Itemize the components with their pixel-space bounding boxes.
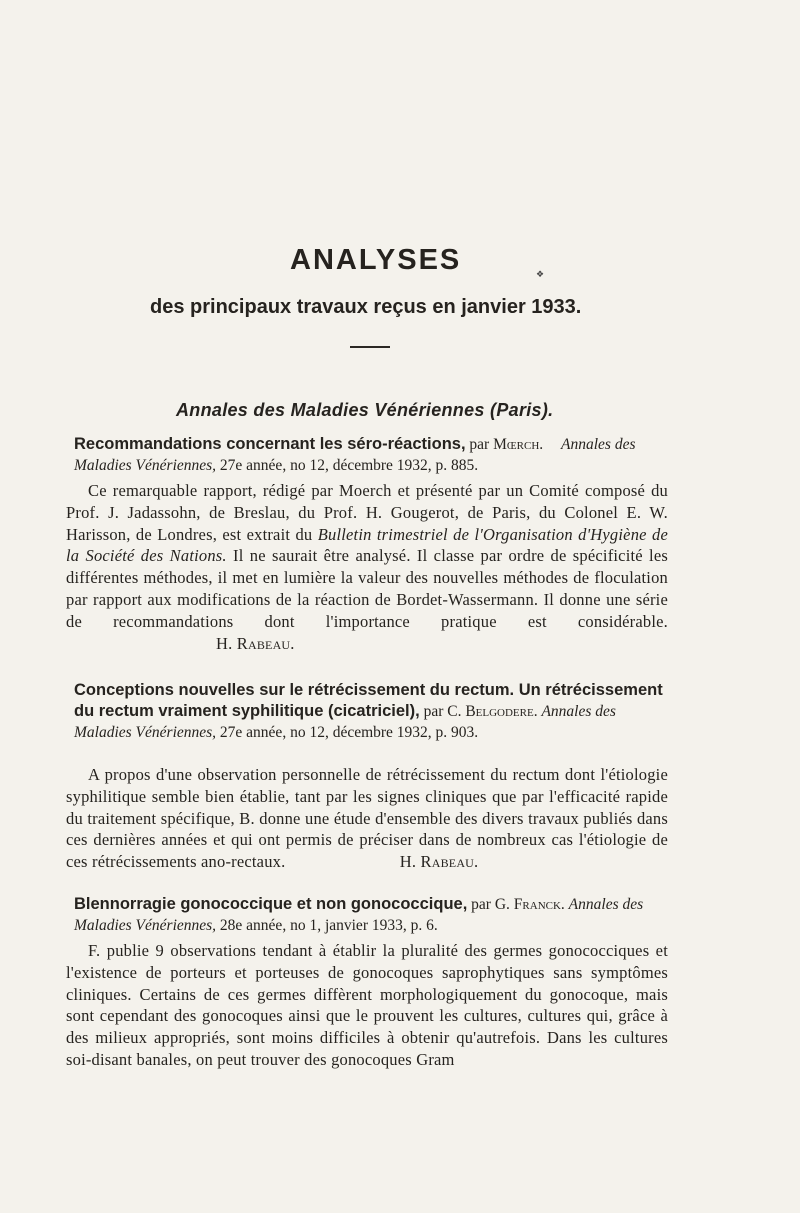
title-divider — [350, 346, 390, 348]
page-title: ANALYSES — [290, 244, 462, 276]
entry-citation — [74, 434, 668, 476]
entry-author: C. Belgodere. — [447, 703, 538, 720]
entry-source-journal: Annales des Maladies Vénériennes, — [74, 896, 644, 934]
entry-signature: H. Rabeau. — [216, 633, 295, 653]
ink-mark: ❖ — [536, 270, 545, 280]
entry-body-text: F. publie 9 observations tendant à établir la pluralité des germes gonococciques et l'existence de porteurs et porteuses de gonocoques saprophytiques sans symptômes cliniques. Certains de ces germes diffèrent morphologiquement du gonocoque, mais sont cependant des gonocoques ainsi que le prouvent les cultures, cultures qui, grâce à des milieux appropriés, sont moins difficiles à obtenir qu'autrefois. Dans les cultures soi-disant banales, on peut trouver des gonocoques Gram — [66, 941, 668, 1069]
entry-body — [66, 940, 668, 1071]
entry-title: Recommandations concernant les séro-réactions, — [74, 435, 466, 453]
journal-heading: Annales des Maladies Vénériennes (Paris). — [176, 400, 554, 420]
entry-body-text: A propos d'une observation personnelle de rétrécissement du rectum dont l'étiologie syphilitique semble bien établie, tant par les signes cliniques que par l'efficacité rapide du traitement spécifique, B. donne une étude d'ensemble des divers travaux publiés dans ces dernières années et qui ont permis de préciser dans de nombreux cas l'étiologie de ces rétrécissements ano-rectaux. — [66, 765, 668, 872]
page-subtitle: des principaux travaux reçus en janvier 1933. — [150, 296, 582, 318]
entry-by: par — [469, 436, 490, 453]
entry-body — [66, 480, 668, 654]
entry-citation — [74, 894, 668, 936]
entry-body-italic: Bulletin trimestriel de l'Organisation d'Hygiène de la Société des Nations. — [66, 524, 668, 566]
entry-signature: H. Rabeau. — [399, 852, 479, 872]
entry-title: Blennorragie gonococcique et non gonococcique, — [74, 895, 468, 913]
entry-source-details: 27e année, no 12, décembre 1932, p. 903. — [219, 724, 479, 741]
entry-source-details: 28e année, no 1, janvier 1933, p. 6. — [219, 917, 438, 934]
entry-by: par — [423, 703, 444, 720]
entry-body — [66, 764, 668, 873]
entry-citation — [74, 680, 668, 743]
entry-source-journal: Annales des Maladies Vénériennes, — [74, 703, 616, 741]
entry-body-after: Il ne saurait être analysé. Il classe par ordre de spécificité les différentes méthodes, il met en lumière la valeur des nouvelles méthodes de floculation par rapport aux modifications de la réaction de Bordet-Wassermann. Il donne une série de recommandations dont l'importance pratique est considérable. — [66, 546, 668, 631]
entry-author: Mœrch. — [493, 436, 544, 453]
entry-body-text: Ce remarquable rapport, rédigé par Moerch et présenté par un Comité composé du Prof. J. Jadassohn, de Breslau, du Prof. H. Gougerot, de Paris, du Colonel E. W. Harisson, de Londres, est extrait du — [66, 481, 668, 544]
entry-source-journal: Annales des Maladies Vénériennes, — [74, 436, 636, 474]
entry-by: par — [471, 896, 491, 913]
entry-source-details: 27e année, no 12, décembre 1932, p. 885. — [219, 457, 479, 474]
entry-title: Conceptions nouvelles sur le rétrécissement du rectum. Un rétrécissement du rectum vraiment syphilitique (cicatriciel), — [74, 681, 663, 720]
entry-author: G. Franck. — [494, 896, 565, 913]
